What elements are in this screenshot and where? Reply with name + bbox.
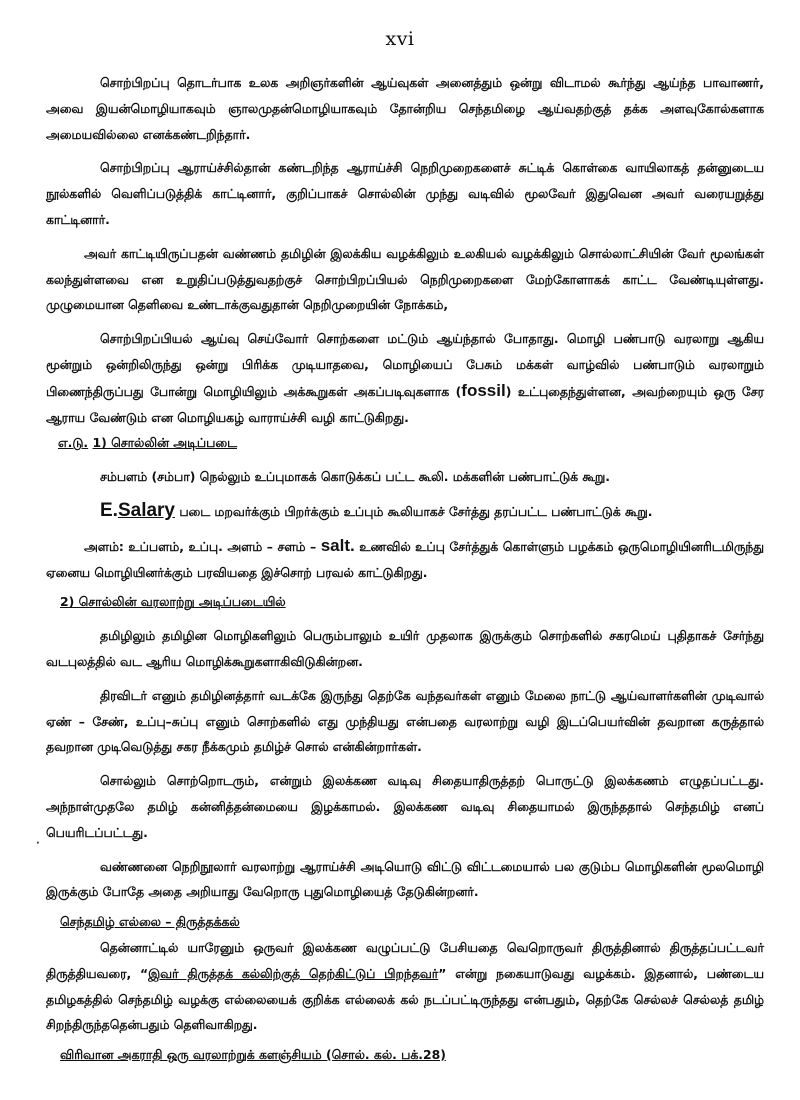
- section-heading-3: [46, 909, 764, 935]
- page-number: xvi: [385, 28, 415, 50]
- paragraph-12-text-a: தென்னாட்டில் யாரேனும் ஒருவர் இலக்கண வழுப்பட்டு பேசியதை வெறொருவர் திருத்தினால் திருத்தப்பட்டவர் திருத்தியவரை, “: [46, 939, 764, 981]
- paragraph-3: அவர் காட்டியிருப்பதன் வண்ணம் தமிழின் இலக்கிய வழக்கிலும் உலகியல் வழக்கிலும் சொல்லாட்சியின் வேர் மூலங்கள் கலந்துள்ளவை என உறுதிப்படுத்துவதற்குச் சொற்பிறப்பியல் நெறிமுறைகளை மேற்கோளாகக் காட்ட வேண்டியுள்ளது. முழுமையான தெளிவை உண்டாக்குவதுதான் நெறிமுறையின் நோக்கம்,: [46, 245, 764, 313]
- paragraph-4-text-b: ) உட்புதைந்துள்ளன, அவற்றையும் ஒரு சேர ஆராய வேண்டும் என மொழியகழ் வாராய்ச்சி வழி காட்டுகிறது.: [46, 383, 764, 425]
- example-heading: [46, 430, 764, 456]
- paragraph-10: சொல்லும் சொற்றொடரும், என்றும் இலக்கண வடிவு சிதையாதிருத்தற் பொருட்டு இலக்கணம் எழுதப்பட்டது. அந்நாள்முதலே தமிழ் கன்னித்தன்மையை இழக்காமல். இலக்கண வடிவு சிதையாமல் இருந்ததால் செந்தமிழ் எனப் பெயரிடப்பட்டது.: [46, 773, 764, 840]
- salary-term: Salary: [117, 499, 175, 521]
- paragraph-5: சம்பளம் (சம்பா) நெல்லும் உப்புமாகக் கொடுக்கப் பட்ட கூலி. மக்களின் பண்பாட்டுக் கூறு.: [100, 469, 610, 485]
- section-heading-3-text: செந்தமிழ் எல்லை – திருத்தக்கல்: [60, 914, 240, 930]
- page-body: [46, 70, 764, 1068]
- paragraph-1: சொற்பிறப்பு தொடர்பாக உலக அறிஞர்களின் ஆய்வுகள் அனைத்தும் ஒன்று விடாமல் கூர்ந்து ஆய்ந்த பாவாணர், அவை இயன்மொழியாகவும் ஞாலமுதன்மொழியாகவும் தோன்றிய செந்தமிழை ஆய்வதற்குத் தக்க அளவுகோல்களாக அமையவில்லை எனக்கண்டறிந்தார்.: [46, 75, 764, 142]
- section-heading-4-text: விரிவான அகராதி ஒரு வரலாற்றுக் களஞ்சியம் (சொல். கல். பக்.28): [60, 1047, 446, 1063]
- paragraph-4-text-a: சொற்பிறப்பியல் ஆய்வு செய்வோர் சொற்களை மட்டும் ஆய்ந்தால் போதாது. மொழி பண்பாடு வரலாறு ஆகிய மூன்றும் ஒன்றிலிருந்து ஒன்று பிரிக்க முடியாதவை, மொழியைப் பேசும் மக்கள் வாழ்வில் பண்பாடும் வரலாறும் பிணைந்திருப்பது போன்று மொழியிலும் அக்கூறுகள் அகப்படிவுகளாக (: [46, 331, 764, 399]
- paragraph-6: [46, 498, 764, 525]
- paragraph-7-text-b: உணவில் உப்பு சேர்த்துக் கொள்ளும் பழக்கம் ஒருமொழியினரிடமிருந்து ஏனைய மொழியினர்க்கும் பரவியதை இச்சொற் பரவல் காட்டுகிறது.: [46, 538, 764, 580]
- example-label: எ.டு.: [58, 435, 89, 451]
- paragraph-7-text-a: அளம்: உப்பளம், உப்பு. அளம் – சளம் –: [84, 538, 321, 554]
- section-heading-2: [46, 589, 764, 615]
- paragraph-7: [46, 533, 764, 586]
- paragraph-6-text: படை மறவர்க்கும் பிறர்க்கும் உப்பும் கூலியாகச் சேர்த்து தரப்பட்ட பண்பாட்டுக் கூறு.: [175, 503, 653, 519]
- paragraph-11: வண்ணனை நெறிநூலார் வரலாற்று ஆராய்ச்சி அடியொடு விட்டு விட்டமையால் பல குடும்ப மொழிகளின் மூலமொழி இருக்கும் போதே அதை அறியாது வேறொரு புதுமொழியைத் தேடுகின்றனர்.: [46, 858, 764, 900]
- paragraph-9: திரவிடர் எனும் தமிழினத்தார் வடக்கே இருந்து தெற்கே வந்தவர்கள் எனும் மேலை நாட்டு ஆய்வாளர்களின் முடிவால் ஏண் – சேண், உப்பு–சுப்பு எனும் சொற்களில் எது முந்தியது என்பதை வரலாற்று வழி இடப்பெயர்வின் தவறான கருத்தால் தவறான முடிவெடுத்து சகர நீக்கமும் தமிழ்ச் சொல் என்கின்றார்கள்.: [46, 687, 764, 755]
- quoted-saying: இவர் திருத்தக் கல்லிற்குத் தெற்கிட்டுப் பிறந்தவர்: [148, 965, 439, 981]
- paragraph-4: [46, 326, 764, 430]
- section-heading-4: [46, 1042, 764, 1068]
- paragraph-8: தமிழிலும் தமிழின மொழிகளிலும் பெரும்பாலும் உயிர் முதலாக இருக்கும் சொற்களில் சகரமெய் புதிதாகச் சேர்ந்து வடபுலத்தில் வட ஆரிய மொழிக்கூறுகளாகிவிடுகின்றன.: [46, 628, 764, 669]
- section-heading-2-text: 2) சொல்லின் வரலாற்று அடிப்படையில்: [60, 594, 286, 610]
- margin-mark: ·: [36, 838, 40, 849]
- section-heading-1: 1) சொல்லின் அடிப்படை: [92, 435, 237, 451]
- paragraph-2: சொற்பிறப்பு ஆராய்ச்சில்தான் கண்டறிந்த ஆராய்ச்சி நெறிமுறைகளைச் சுட்டிக் கொள்கை வாயிலாகத் தன்னுடைய நூல்களில் வெளிப்படுத்திக் காட்டினார், குறிப்பாகச் சொல்லின் முந்து வடிவில் மூலவேர் இதுவென அவர் வரையறுத்து காட்டினார்.: [46, 160, 764, 227]
- paragraph-12: [46, 935, 764, 1038]
- salt-term: salt.: [320, 535, 355, 555]
- paragraph-12-text-b: ” என்று நகையாடுவது வழக்கம். இதனால், பண்டைய தமிழகத்தில் செந்தமிழ் வழக்கு எல்லையைக் குறிக்க எல்லைக் கல் நடப்பட்டிருந்தது என்பதும், தெற்கே செல்லச் செல்லத் தமிழ் சிறந்திருந்ததென்பதும் தெளிவாகிறது.: [46, 965, 764, 1033]
- fossil-term: fossil: [461, 380, 506, 400]
- salary-prefix: E.: [100, 499, 118, 521]
